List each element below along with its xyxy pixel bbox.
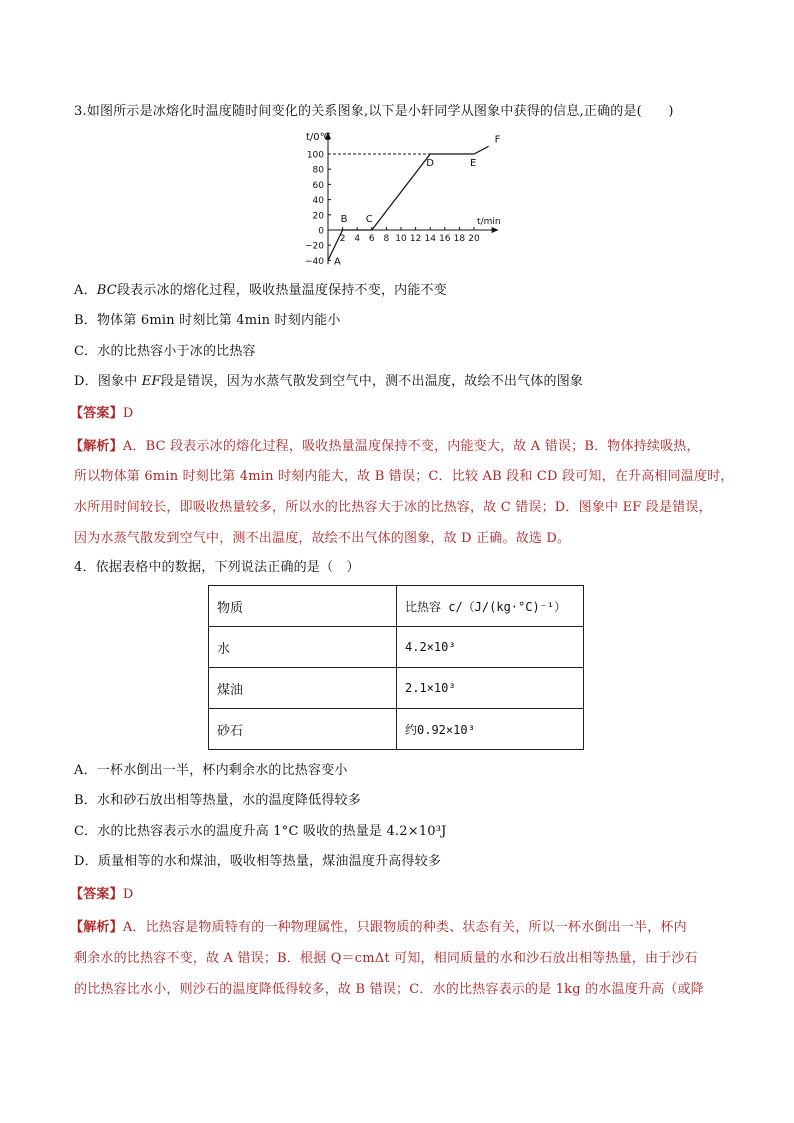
- point-label-c: C: [365, 214, 373, 225]
- q3-option-d: D．图象中 EF段是错误，因为水蒸气散发到空气中，测不出温度，故绘不出气体的图象: [74, 374, 584, 389]
- x-tick-label: 8: [383, 234, 390, 244]
- table-cell: 砂石: [209, 709, 397, 750]
- q3-option-a: A．BC段表示冰的熔化过程，吸收热量温度保持不变，内能不变: [74, 283, 447, 298]
- y-tick-label: 20: [312, 211, 324, 222]
- temperature-time-graph: [296, 130, 516, 270]
- y-tick-label: 40: [312, 196, 324, 207]
- q4-answer: 【答案】D: [70, 887, 134, 902]
- q4-option-d: D．质量相等的水和煤油，吸收相等热量，煤油温度升高得较多: [74, 854, 442, 869]
- y-tick-label: 80: [312, 165, 324, 176]
- x-tick-label: 14: [424, 234, 436, 244]
- y-axis-label: t/0℃: [306, 132, 331, 143]
- q3-analysis-line-2: 所以物体第 6min 时刻比第 4min 时刻内能大，故 B 错误；C．比较 AB 段和 CD 段可知，在升高相同温度时，: [74, 469, 734, 484]
- x-tick-label: 20: [468, 234, 480, 244]
- table-header-cell: 物质: [209, 586, 397, 627]
- point-label-f: F: [494, 134, 501, 146]
- q4-analysis-line-1: 【解析】A．比热容是物质特有的一种物理属性，只跟物质的种类、状态有关，所以一杯水倒出一半，杯内: [70, 920, 687, 935]
- table-cell: 2.1×10³: [397, 668, 584, 709]
- table-cell: 约0.92×10³: [397, 709, 584, 750]
- graph-svg: [296, 130, 516, 270]
- x-tick-label: 6: [368, 234, 375, 244]
- y-tick-label: 100: [306, 150, 324, 161]
- table-row: [209, 668, 584, 709]
- q4-analysis-line-3: 的比热容比水小，则沙石的温度降低得较多，故 B 错误；C．水的比热容表示的是 1kg 的水温度升高（或降: [74, 982, 704, 997]
- specific-heat-table: [208, 585, 584, 750]
- y-tick-label: 0: [318, 226, 324, 237]
- point-label-b: B: [340, 214, 348, 225]
- q3-answer: 【答案】D: [70, 406, 134, 421]
- table-cell: 4.2×10³: [397, 627, 584, 668]
- q3-option-b: B．物体第 6min 时刻比第 4min 时刻内能小: [74, 313, 341, 328]
- x-tick-label: 4: [354, 234, 361, 244]
- table-row: [209, 709, 584, 750]
- table-cell: 煤油: [209, 668, 397, 709]
- y-tick-label: 60: [312, 180, 324, 191]
- table-cell: 水: [209, 627, 397, 668]
- x-tick-label: 16: [439, 234, 451, 244]
- table-header-row: [209, 586, 584, 627]
- point-label-a: A: [334, 256, 341, 268]
- x-tick-label: 18: [453, 234, 466, 244]
- y-tick-label: −40: [305, 256, 324, 267]
- q4-stem: 4．依据表格中的数据，下列说法正确的是（ ）: [74, 560, 360, 575]
- q3-analysis-line-3: 水所用时间较长，即吸收热量较多，所以水的比热容大于冰的比热容，故 C 错误；D．图象中 EF 段是错误，: [74, 500, 712, 515]
- q3-stem: 3.如图所示是冰熔化时温度随时间变化的关系图象,以下是小轩同学从图象中获得的信息,正确的是( ): [74, 104, 674, 119]
- point-label-d: D: [426, 158, 434, 169]
- x-tick-label: 12: [409, 234, 422, 244]
- q3-option-c: C．水的比热容小于冰的比热容: [74, 344, 256, 359]
- q4-option-c: C．水的比热容表示水的温度升高 1°C 吸收的热量是 4.2×10³J: [74, 824, 447, 839]
- x-axis-label: t/min: [477, 217, 501, 227]
- y-tick-label: −20: [305, 241, 324, 252]
- q4-analysis-line-2: 剩余水的比热容不变，故 A 错误；B．根据 Q＝cmΔt 可知，相同质量的水和沙石放出相等热量，由于沙石: [74, 951, 698, 966]
- x-tick-label: 10: [395, 234, 407, 244]
- q3-analysis-line-4: 因为水蒸气散发到空气中，测不出温度，故绘不出气体的图象，故 D 正确。故选 D。: [74, 531, 571, 546]
- table-header-cell: 比热容 c/（J/(kg·°C)⁻¹）: [397, 586, 584, 627]
- q4-option-b: B．水和砂石放出相等热量，水的温度降低得较多: [74, 793, 361, 808]
- x-axis-arrow: [492, 227, 499, 233]
- point-label-e: E: [470, 158, 477, 169]
- q3-analysis-line-1: 【解析】A．BC 段表示冰的熔化过程，吸收热量温度保持不变，内能变大，故 A 错误；B．物体持续吸热，: [70, 439, 700, 454]
- x-tick-label: 2: [339, 234, 346, 244]
- q4-option-a: A．一杯水倒出一半，杯内剩余水的比热容变小: [74, 763, 348, 778]
- table-row: [209, 627, 584, 668]
